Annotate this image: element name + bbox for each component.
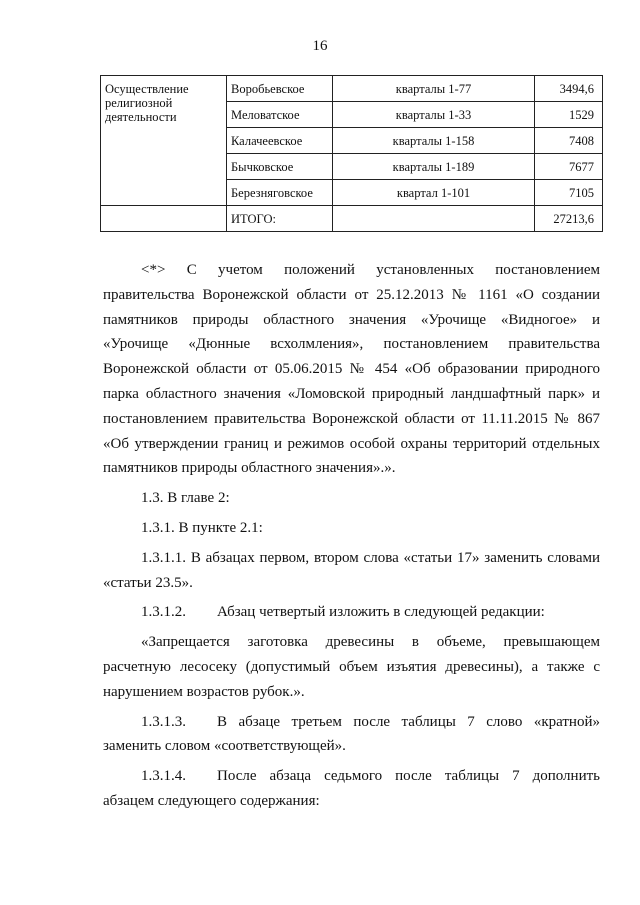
forest-table: [100, 75, 603, 232]
forestry-cell: Меловатское: [227, 102, 333, 128]
quarters-cell: кварталы 1-189: [333, 154, 535, 180]
text-line: 1.3.1. В пункте 2.1:: [141, 519, 263, 536]
area-cell: 3494,6: [535, 76, 603, 102]
text-line: «Запрещается заготовка древесины в объеме, превышающем: [141, 634, 600, 651]
text-line: парка областного значения «Ломовской природный ландшафтный парк» и: [103, 385, 600, 402]
total-label: ИТОГО:: [227, 206, 333, 232]
clause-number: 1.3.1.4.: [141, 768, 186, 785]
clause-number: 1.3.1.2.: [141, 604, 186, 621]
quarters-cell: квартал 1-101: [333, 180, 535, 206]
text-line: абзацем следующего содержания:: [103, 792, 320, 809]
page-number: 16: [312, 38, 328, 54]
quarters-cell: кварталы 1-158: [333, 128, 535, 154]
text-line: [103, 764, 600, 789]
area-cell: 7677: [535, 154, 603, 180]
text-line: [103, 600, 600, 625]
text-line: <*> С учетом положений установленных постановлением: [141, 262, 600, 278]
text-line: памятников природы областного значения «Урочище «Видногое» и: [103, 311, 600, 328]
clause-text: После абзаца седьмого после таблицы 7 дополнить: [217, 768, 600, 785]
table-total-row: [101, 206, 603, 232]
total-value: 27213,6: [535, 206, 603, 232]
activity-cell: Осуществление религиозной деятельности: [101, 76, 227, 206]
area-cell: 7408: [535, 128, 603, 154]
text-line: нарушением возрастов рубок.».: [103, 683, 305, 700]
text-line: 1.3.1.1. В абзацах первом, втором слова «статьи 17» заменить словами: [141, 549, 600, 566]
forestry-cell: Бычковское: [227, 154, 333, 180]
clause-text: Абзац четвертый изложить в следующей редакции:: [217, 604, 545, 621]
quarters-cell: кварталы 1-77: [333, 76, 535, 102]
text-line: расчетную лесосеку (допустимый объем изъятия древесины), а также с: [103, 658, 600, 675]
document-body: [103, 258, 600, 814]
text-line: «Урочище «Дюнные всхолмления», постановлением правительства: [103, 336, 600, 353]
text-line: памятников природы областного значения».».: [103, 460, 396, 477]
empty-cell: [101, 206, 227, 232]
area-cell: 1529: [535, 102, 603, 128]
clause-number: 1.3.1.3.: [141, 713, 186, 730]
quarters-cell: кварталы 1-33: [333, 102, 535, 128]
area-cell: 7105: [535, 180, 603, 206]
text-line: [103, 710, 600, 735]
text-line: 1.3. В главе 2:: [141, 490, 230, 507]
text-line: постановлением правительства Воронежской области от 11.11.2015 № 867: [103, 410, 600, 427]
text-line: «статьи 23.5».: [103, 574, 193, 591]
forestry-cell: Воробьевское: [227, 76, 333, 102]
forestry-cell: Березняговское: [227, 180, 333, 206]
text-line: «Об утверждении границ и режимов особой охраны территорий отдельных: [103, 435, 600, 452]
text-line: правительства Воронежской области от 25.12.2013 № 1161 «О создании: [103, 286, 600, 303]
empty-cell: [333, 206, 535, 232]
text-line: заменить словом «соответствующей».: [103, 738, 346, 755]
forestry-cell: Калачеевское: [227, 128, 333, 154]
text-line: Воронежской области от 05.06.2015 № 454 «Об образовании природного: [103, 361, 600, 378]
clause-text: В абзаце третьем после таблицы 7 слово «кратной»: [217, 713, 600, 730]
table-row: [101, 76, 603, 102]
